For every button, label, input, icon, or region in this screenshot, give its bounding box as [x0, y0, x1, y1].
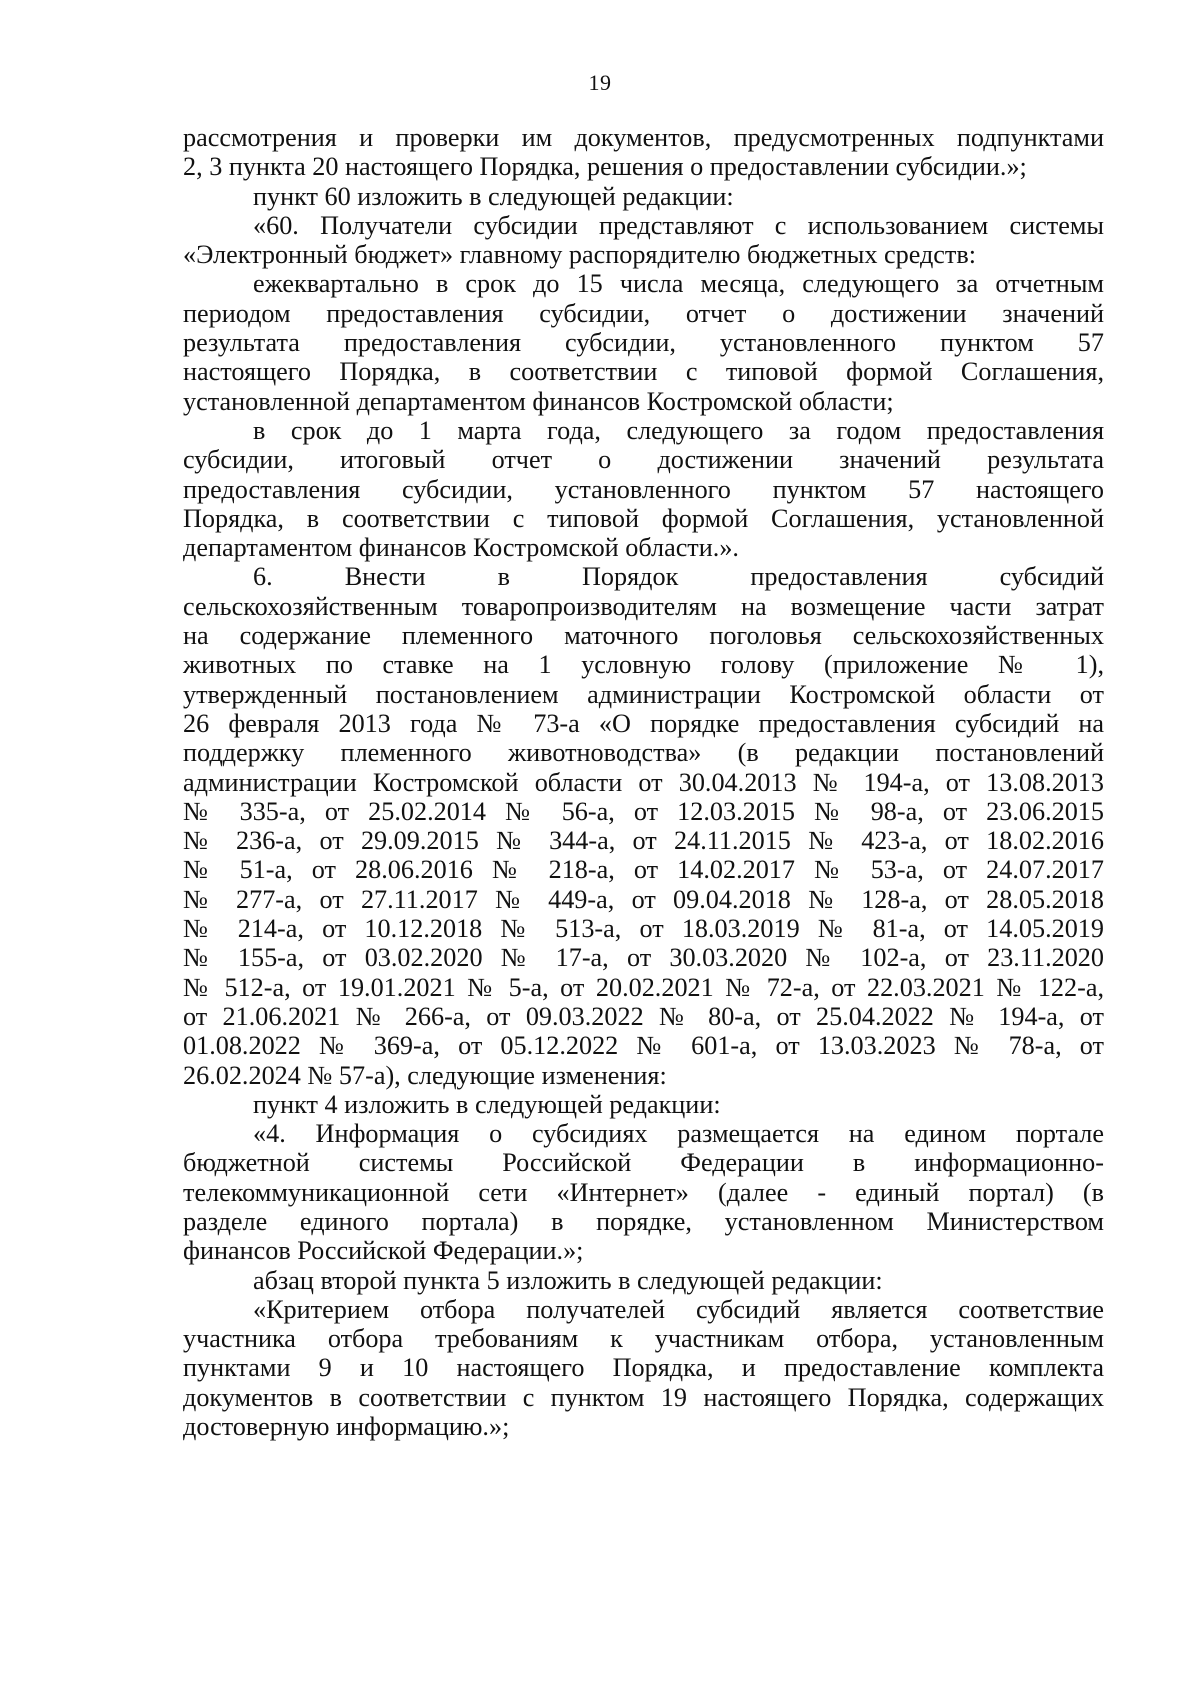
text-line: достоверную информацию.»;	[183, 1412, 510, 1442]
text-line: № 236-а, от 29.09.2015 № 344-а, от 24.11.2015 № 423-а, от 18.02.2016	[183, 826, 1104, 856]
text-line: департаментом финансов Костромской области.».	[183, 533, 739, 563]
text-line: 6. Внести в Порядок предоставления субсидий	[253, 562, 1104, 592]
text-line: № 214-а, от 10.12.2018 № 513-а, от 18.03.2019 № 81-а, от 14.05.2019	[183, 914, 1104, 944]
text-line: установленной департаментом финансов Костромской области;	[183, 386, 894, 416]
text-line: № 512-а, от 19.01.2021 № 5-а, от 20.02.2021 № 72-а, от 22.03.2021 № 122-а,	[183, 972, 1104, 1002]
text-line: администрации Костромской области от 30.04.2013 № 194-а, от 13.08.2013	[183, 767, 1104, 797]
text-line: № 335-а, от 25.02.2014 № 56-а, от 12.03.2015 № 98-а, от 23.06.2015	[183, 796, 1104, 826]
text-line: животных по ставке на 1 условную голову (приложение № 1),	[183, 650, 1104, 680]
text-line: субсидии, итоговый отчет о достижении значений результата	[183, 445, 1104, 475]
text-line: № 155-а, от 03.02.2020 № 17-а, от 30.03.2020 № 102-а, от 23.11.2020	[183, 943, 1104, 973]
text-line: разделе единого портала) в порядке, установленном Министерством	[183, 1206, 1104, 1236]
text-line: участника отбора требованиям к участникам отбора, установленным	[183, 1324, 1104, 1354]
text-line: утвержденный постановлением администрации Костромской области от	[183, 679, 1104, 709]
page-number: 19	[588, 70, 612, 95]
text-line: настоящего Порядка, в соответствии с типовой формой Соглашения,	[183, 357, 1104, 387]
text-line: «Электронный бюджет» главному распорядителю бюджетных средств:	[183, 240, 977, 270]
text-line: на содержание племенного маточного поголовья сельскохозяйственных	[183, 621, 1104, 651]
text-line: в срок до 1 марта года, следующего за годом предоставления	[253, 415, 1104, 445]
text-line: абзац второй пункта 5 изложить в следующей редакции:	[253, 1265, 883, 1295]
text-line: финансов Российской Федерации.»;	[183, 1236, 584, 1266]
text-line: 26.02.2024 № 57-а), следующие изменения:	[183, 1060, 667, 1090]
text-line: периодом предоставления субсидии, отчет о достижении значений	[183, 298, 1104, 328]
text-line: результата предоставления субсидии, установленного пунктом 57	[183, 328, 1104, 358]
text-line: № 51-а, от 28.06.2016 № 218-а, от 14.02.2017 № 53-а, от 24.07.2017	[183, 855, 1104, 885]
text-line: предоставления субсидии, установленного пунктом 57 настоящего	[183, 474, 1104, 504]
text-line: Порядка, в соответствии с типовой формой Соглашения, установленной	[183, 503, 1104, 533]
text-line: от 21.06.2021 № 266-а, от 09.03.2022 № 80-а, от 25.04.2022 № 194-а, от	[183, 1001, 1104, 1031]
document-body	[183, 123, 1104, 1441]
text-line: сельскохозяйственным товаропроизводителям на возмещение части затрат	[183, 591, 1104, 621]
text-line: ежеквартально в срок до 15 числа месяца, следующего за отчетным	[253, 269, 1104, 299]
text-line: телекоммуникационной сети «Интернет» (далее - единый портал) (в	[183, 1177, 1104, 1207]
text-line: пункт 4 изложить в следующей редакции:	[253, 1089, 721, 1119]
text-line: 01.08.2022 № 369-а, от 05.12.2022 № 601-а, от 13.03.2023 № 78-а, от	[183, 1031, 1104, 1061]
text-line: пункт 60 изложить в следующей редакции:	[253, 181, 734, 211]
text-line: «60. Получатели субсидии представляют с использованием системы	[253, 210, 1104, 240]
text-line: пунктами 9 и 10 настоящего Порядка, и предоставление комплекта	[183, 1353, 1104, 1383]
text-line: бюджетной системы Российской Федерации в информационно-	[183, 1148, 1104, 1178]
text-line: 26 февраля 2013 года № 73-а «О порядке предоставления субсидий на	[183, 708, 1104, 738]
text-line: поддержку племенного животноводства» (в редакции постановлений	[183, 738, 1104, 768]
text-line: «Критерием отбора получателей субсидий является соответствие	[253, 1294, 1104, 1324]
text-line: рассмотрения и проверки им документов, предусмотренных подпунктами	[183, 123, 1104, 152]
text-line: 2, 3 пункта 20 настоящего Порядка, решения о предоставлении субсидии.»;	[183, 152, 1027, 182]
text-line: № 277-а, от 27.11.2017 № 449-а, от 09.04.2018 № 128-а, от 28.05.2018	[183, 884, 1104, 914]
text-line: «4. Информация о субсидиях размещается на едином портале	[253, 1119, 1104, 1149]
text-line: документов в соответствии с пунктом 19 настоящего Порядка, содержащих	[183, 1382, 1104, 1412]
